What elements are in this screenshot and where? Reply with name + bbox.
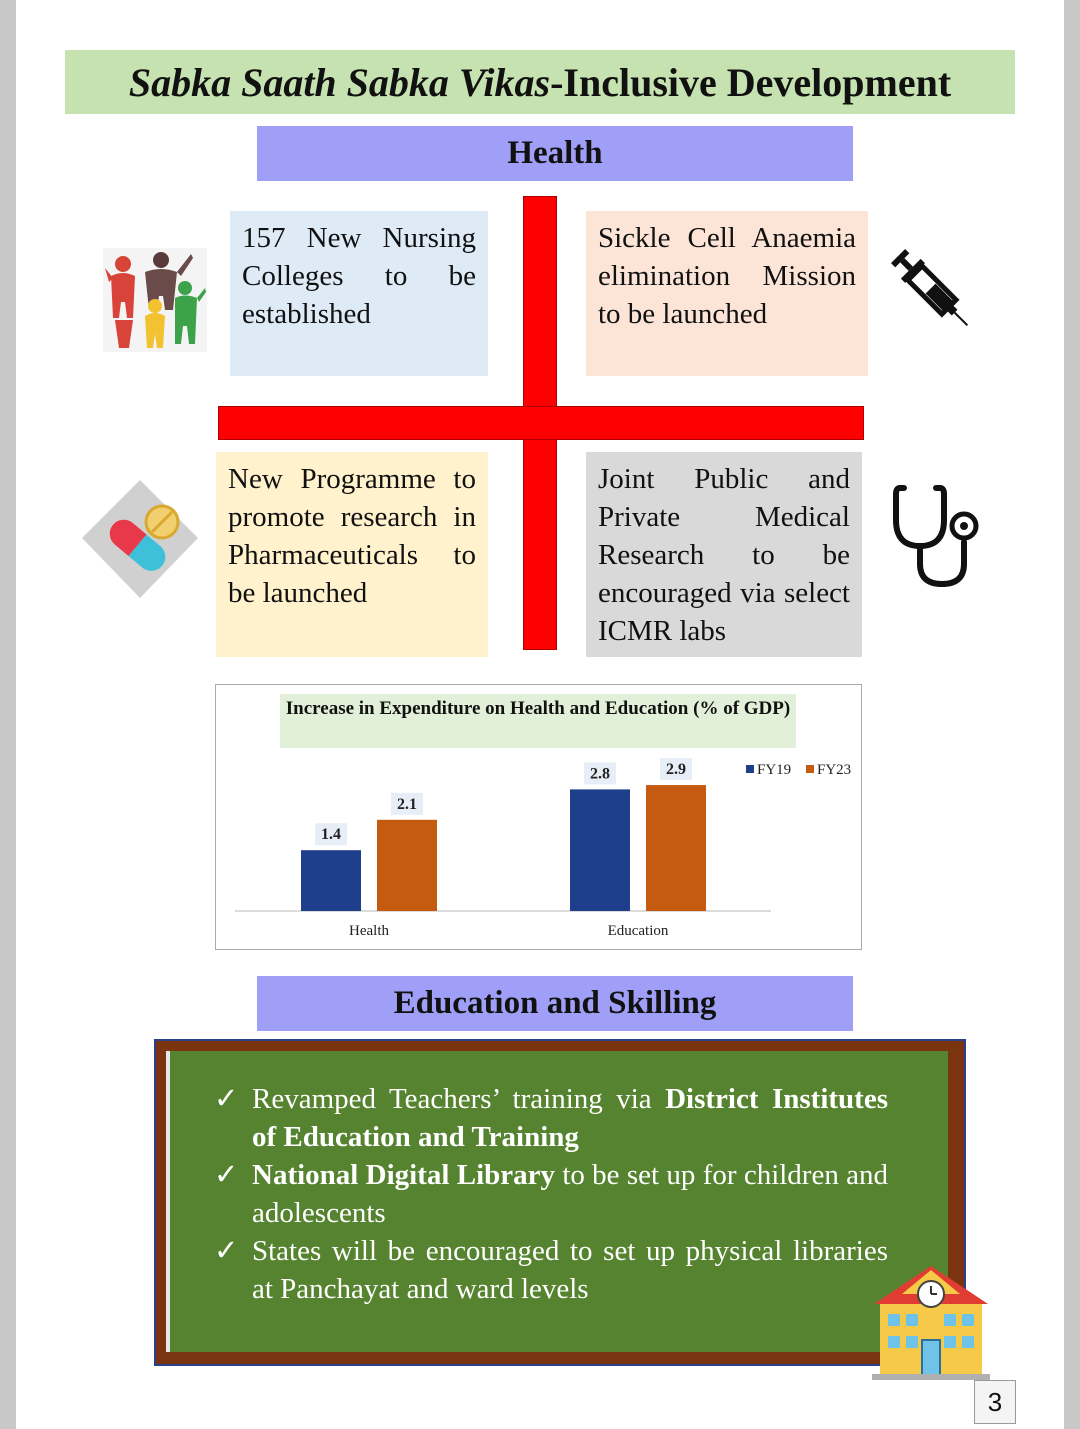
check-mark-icon: ✓ (214, 1235, 239, 1267)
education-header (257, 976, 853, 1031)
bar-fy19-health (301, 850, 361, 911)
family-icon (103, 248, 207, 352)
red-cross-horizontal (218, 406, 864, 440)
data-label: 2.8 (590, 765, 610, 783)
sickle-cell-box (586, 211, 868, 376)
bullet-1-text: Revamped Teachers’ training via (252, 1083, 666, 1115)
bullet-teachers-training (214, 1080, 888, 1156)
medical-research-box (586, 452, 862, 657)
bullet-digital-library (214, 1156, 888, 1232)
bar-fy19-education (570, 789, 630, 911)
category-label-health: Health (349, 923, 389, 939)
health-header (257, 126, 853, 181)
bullet-3-text: States will be encouraged to set up physical libraries at Panchayat and ward levels (252, 1235, 888, 1305)
bullet-1-bold: District Institutes of Education and Training (252, 1083, 888, 1153)
legend-entry-fy19: FY19 (757, 762, 792, 778)
pharma-research-text: New Programme to promote research in Pharmaceuticals to be launched (228, 463, 476, 609)
data-label: 2.9 (666, 761, 686, 779)
education-heading: Education and Skilling (393, 985, 717, 1021)
school-icon (870, 1264, 992, 1382)
check-mark-icon: ✓ (214, 1159, 239, 1191)
bullet-physical-libraries (214, 1232, 888, 1308)
title-bar (65, 50, 1015, 114)
bar-fy23-health (377, 820, 437, 911)
bar-fy23-education (646, 785, 706, 911)
category-label-education: Education (607, 923, 669, 939)
check-mark-icon: ✓ (214, 1083, 239, 1115)
legend-entry-fy23: FY23 (817, 762, 852, 778)
medical-research-text: Joint Public and Private Medical Research to be encouraged via select ICMR labs (598, 463, 850, 647)
capsule-icon (80, 478, 200, 600)
title-rest: -Inclusive Development (550, 59, 952, 105)
nursing-colleges-text: 157 New Nursing Colleges to be established (242, 222, 476, 330)
bullet-2-bold: National Digital Library (252, 1159, 556, 1191)
sickle-cell-text: Sickle Cell Anaemia elimination Mission to be launched (598, 222, 856, 330)
education-bullets (214, 1080, 888, 1308)
legend-swatch-fy23 (806, 765, 814, 773)
chart-plot (215, 684, 862, 950)
page-number: 3 (974, 1380, 1016, 1424)
legend-swatch-fy19 (746, 765, 754, 773)
data-label: 1.4 (321, 826, 341, 844)
health-heading: Health (507, 135, 603, 171)
stethoscope-icon (890, 480, 986, 592)
syringe-icon (884, 240, 980, 340)
bullet-2-text: to be set up for children and adolescents (252, 1159, 889, 1229)
pharma-research-box (216, 452, 488, 657)
title-italic: Sabka Saath Sabka Vikas (128, 59, 551, 105)
page-title (129, 59, 951, 106)
data-label: 2.1 (397, 795, 417, 813)
nursing-colleges-box (230, 211, 488, 376)
chart-title-text: Increase in Expenditure on Health and Education (% of GDP) (285, 698, 791, 719)
